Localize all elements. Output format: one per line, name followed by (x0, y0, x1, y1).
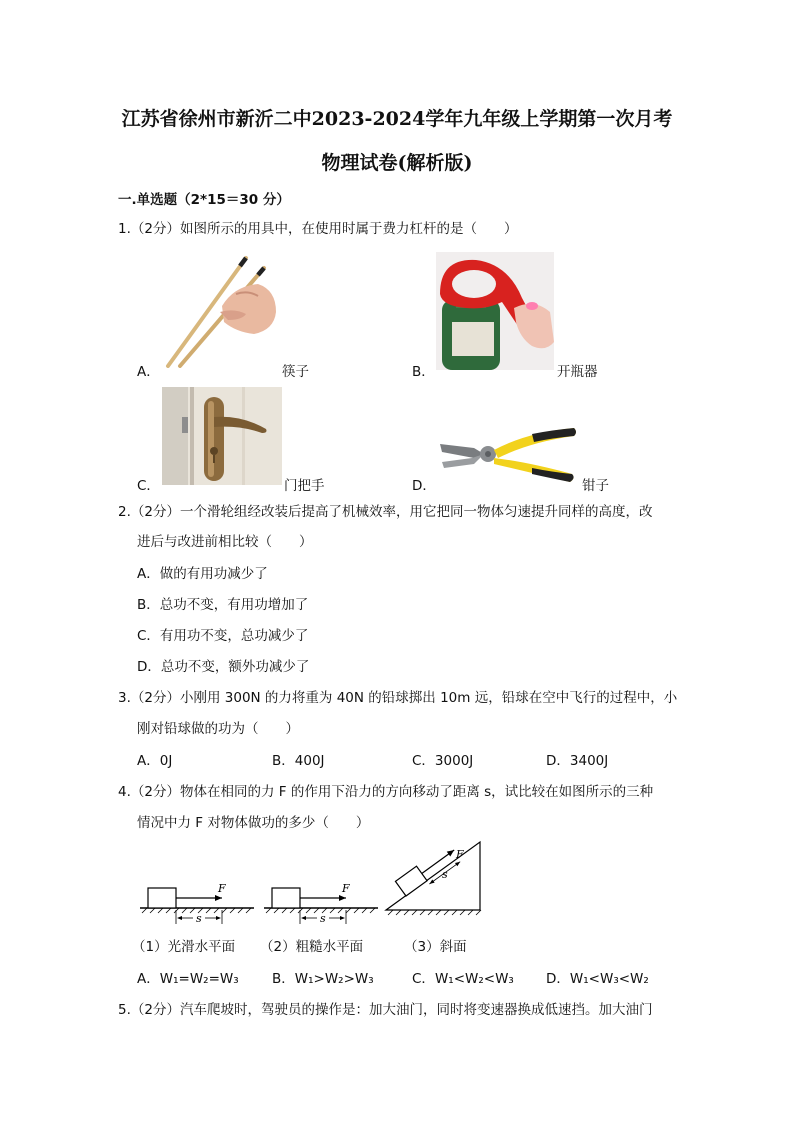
figure-caption-1: （1）光滑水平面 (132, 939, 236, 955)
q4-option-c-text: W₁<W₂<W₃ (434, 971, 514, 987)
q3-option-c: C．3000J (412, 753, 474, 769)
q4-option-d-text: W₁<W₃<W₂ (569, 971, 649, 987)
figure-incline (386, 842, 481, 915)
q4-option-b-letter: B． (272, 971, 295, 987)
q3-option-a: A．0J (137, 753, 173, 769)
q2-option-c: C．有用功不变，总功减少了 (137, 628, 309, 644)
q1-option-c-caption: 门把手 (284, 478, 325, 494)
q1-option-d-caption: 钳子 (582, 478, 609, 494)
figure-caption-2: （2）粗糙水平面 (260, 939, 364, 955)
q4-stem-line1: 4.（2分）物体在相同的力 F 的作用下沿力的方向移动了距离 s，试比较在如图所示的三种 (118, 784, 654, 800)
q4-option-c-letter: C． (412, 971, 435, 987)
q4-figure (138, 840, 483, 926)
q4-option-b-text: W₁>W₂>W₃ (294, 971, 374, 987)
q1-option-b-caption: 开瓶器 (557, 364, 598, 380)
q2-option-a: A．做的有用功减少了 (137, 566, 268, 582)
section-heading: 一.单选题（2*15＝30 分） (118, 192, 290, 208)
q1-option-b-letter: B． (412, 364, 435, 380)
q3-option-b: B．400J (272, 753, 325, 769)
q4-option-a-letter: A． (137, 971, 160, 987)
figure-rough-surface (264, 882, 378, 925)
q4-option-a-text: W₁=W₂=W₃ (159, 971, 239, 987)
q4-stem-line2: 情况中力 F 对物体做功的多少（ ） (137, 815, 370, 831)
force-label-1: F (218, 882, 226, 895)
q4-option-a (137, 967, 239, 987)
force-label-3: F (456, 848, 464, 861)
figure-caption-3: （3）斜面 (404, 939, 467, 955)
q5-stem-line1: 5.（2分）汽车爬坡时，驾驶员的操作是：加大油门，同时将变速器换成低速挡。加大油门 (118, 1002, 653, 1018)
chopsticks-image (162, 250, 280, 368)
distance-label-3: s (442, 868, 448, 881)
q1-option-d-letter: D． (412, 478, 436, 494)
q1-option-c-letter: C． (137, 478, 160, 494)
bottle-opener-image (436, 252, 554, 370)
page-title: 江苏省徐州市新沂二中2023-2024学年九年级上学期第一次月考 (121, 108, 673, 130)
q4-option-d (546, 967, 649, 987)
figure-smooth-surface (140, 882, 254, 925)
q2-stem-line2: 进后与改进前相比较（ ） (137, 534, 313, 550)
distance-label-1: s (196, 912, 202, 925)
q3-stem-line2: 刚对铅球做的功为（ ） (137, 721, 299, 737)
q1-option-a-letter: A． (137, 364, 160, 380)
q2-option-d: D．总功不变，额外功减少了 (137, 659, 310, 675)
q3-option-d: D．3400J (546, 753, 609, 769)
q4-option-c (412, 967, 514, 987)
pliers-image (432, 418, 580, 488)
q1-stem: 1.（2分）如图所示的用具中，在使用时属于费力杠杆的是（ ） (118, 221, 518, 237)
page-subtitle: 物理试卷(解析版) (321, 152, 473, 174)
q4-option-b (272, 967, 374, 987)
q2-stem-line1: 2.（2分）一个滑轮组经改装后提高了机械效率，用它把同一物体匀速提升同样的高度，改 (118, 504, 653, 520)
distance-label-2: s (320, 912, 326, 925)
q3-stem-line1: 3.（2分）小刚用 300N 的力将重为 40N 的铅球掷出 10m 远，铅球在空中飞行的过程中，小 (118, 690, 678, 706)
force-label-2: F (342, 882, 350, 895)
door-handle-image (162, 387, 282, 485)
q2-option-b: B．总功不变，有用功增加了 (137, 597, 309, 613)
q1-option-a-caption: 筷子 (282, 364, 309, 380)
q4-option-d-letter: D． (546, 971, 570, 987)
